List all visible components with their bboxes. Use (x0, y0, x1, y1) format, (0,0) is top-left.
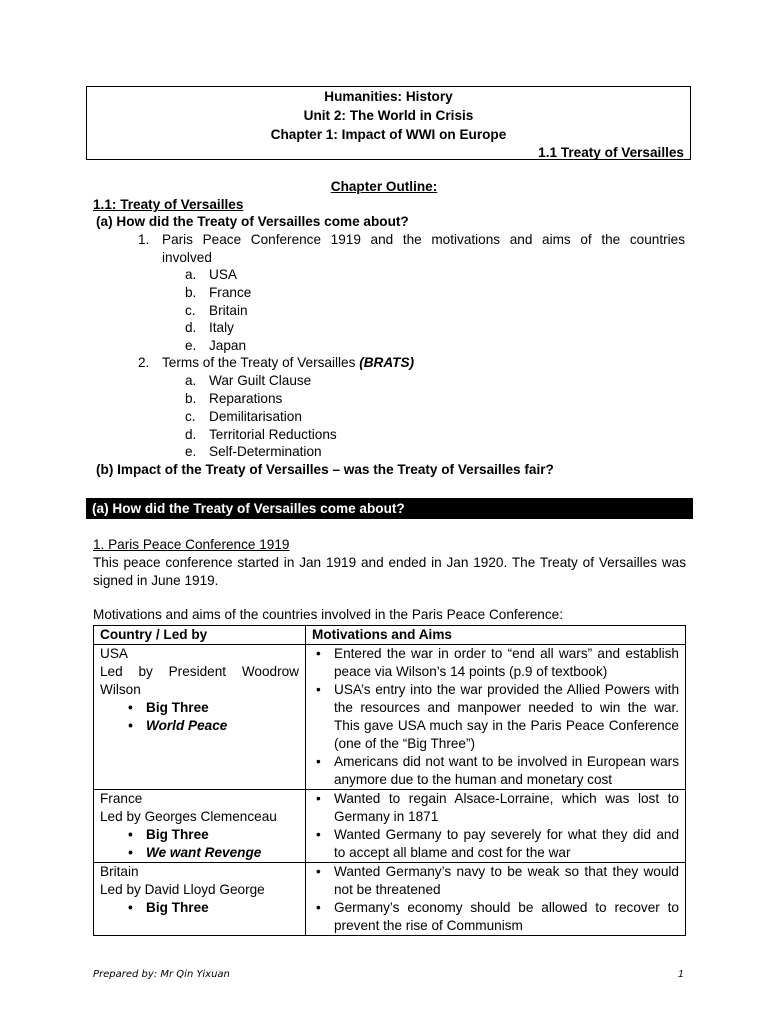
outline-item1-text: Paris Peace Conference 1919 and the motivations and aims of the countries (162, 232, 685, 247)
outline-question-a: (a) How did the Treaty of Versailles come about? (96, 214, 409, 229)
leader-name: Led by David Lloyd George (100, 882, 265, 897)
header-unit: Unit 2: The World in Crisis (303, 108, 474, 123)
aim-item: • Wanted Germany’s navy to be weak so that they would not be threatened (334, 863, 679, 899)
outline-item1-number: 1. (138, 232, 150, 247)
outline-question-b: (b) Impact of the Treaty of Versailles – was the Treaty of Versailles fair? (96, 462, 554, 477)
footer-page-number: 1 (678, 969, 684, 980)
chapter-outline-title: Chapter Outline: (330, 179, 438, 194)
outline-item2-text: Terms of the Treaty of Versailles (162, 355, 360, 370)
aims-list (312, 790, 679, 862)
list-item-term: Reparations (209, 391, 283, 406)
section1-heading: 1. Paris Peace Conference 1919 (93, 537, 290, 552)
section-banner: (a) How did the Treaty of Versailles come about? (86, 498, 693, 519)
outline-section-heading: 1.1: Treaty of Versailles (93, 197, 244, 212)
header-section: 1.1 Treaty of Versailles (538, 145, 684, 160)
footer-prepared-by: Prepared by: Mr Qin Yixuan (93, 969, 230, 980)
tag-big-three: • Big Three (146, 826, 299, 844)
list-item-letter: e. (185, 444, 197, 459)
tag-list (100, 699, 299, 735)
list-item-country: Britain (209, 303, 248, 318)
tag-big-three: • Big Three (146, 899, 299, 917)
tag-world-peace: • World Peace (146, 717, 299, 735)
table-row (94, 863, 686, 936)
header-subject: Humanities: History (324, 89, 453, 104)
leader-name-cont: Wilson (100, 682, 141, 697)
table-header-row (94, 626, 686, 645)
country-name: USA (100, 646, 128, 661)
document-header-box (86, 86, 691, 160)
list-item-letter: d. (185, 320, 197, 335)
list-item-letter: b. (185, 391, 197, 406)
outline-item2-number: 2. (138, 355, 150, 370)
aims-list (312, 863, 679, 935)
list-item-country: Japan (209, 338, 247, 353)
header-motivations: Motivations and Aims (306, 626, 686, 645)
list-item-letter: a. (185, 267, 197, 282)
motivations-table (93, 625, 686, 936)
list-item-country: France (209, 285, 252, 300)
outline-item2-line (162, 354, 414, 372)
leader-name: Led by Georges Clemenceau (100, 809, 277, 824)
country-name: Britain (100, 864, 139, 879)
country-cell (94, 790, 306, 863)
list-item-term: Territorial Reductions (209, 427, 337, 442)
aim-item: • Wanted Germany to pay severely for what they did and to accept all blame and cost for the war (334, 826, 679, 862)
aims-list (312, 645, 679, 789)
section1-paragraph: This peace conference started in Jan 1919 and ended in Jan 1920. The Treaty of Versailles was signed in June 1919. (93, 555, 686, 588)
brats-acronym: (BRATS) (359, 355, 415, 370)
header-chapter: Chapter 1: Impact of WWI on Europe (270, 127, 507, 142)
header-country: Country / Led by (94, 626, 306, 645)
list-item-letter: a. (185, 373, 197, 388)
list-item-country: Italy (209, 320, 234, 335)
aim-item: • USA’s entry into the war provided the Allied Powers with the resources and manpower needed to win the war. This gave USA much say in the Paris Peace Conference (one of the “Big Three”) (334, 681, 679, 753)
tag-list (100, 899, 299, 917)
table-row (94, 645, 686, 790)
list-item-letter: e. (185, 338, 197, 353)
tag-big-three: • Big Three (146, 699, 299, 717)
aims-cell (306, 645, 686, 790)
list-item-term: War Guilt Clause (209, 373, 312, 388)
tag-revenge: • We want Revenge (146, 844, 299, 862)
tag-list (100, 826, 299, 862)
list-item-term: Self-Determination (209, 444, 322, 459)
table-intro: Motivations and aims of the countries involved in the Paris Peace Conference: (93, 607, 563, 622)
list-item-letter: b. (185, 285, 197, 300)
country-cell (94, 863, 306, 936)
list-item-letter: c. (185, 303, 196, 318)
list-item-country: USA (209, 267, 237, 282)
outline-item1-text-cont: involved (162, 250, 212, 265)
aims-cell (306, 863, 686, 936)
list-item-letter: c. (185, 409, 196, 424)
leader-name: Led by President Woodrow (100, 664, 299, 679)
table-row (94, 790, 686, 863)
aim-item: • Wanted to regain Alsace-Lorraine, which was lost to Germany in 1871 (334, 790, 679, 826)
aim-item: • Entered the war in order to “end all wars” and establish peace via Wilson’s 14 points (p.9 of textbook) (334, 645, 679, 681)
list-item-letter: d. (185, 427, 197, 442)
aims-cell (306, 790, 686, 863)
country-name: France (100, 791, 143, 806)
aim-item: • Americans did not want to be involved in European wars anymore due to the human and monetary cost (334, 753, 679, 789)
list-item-term: Demilitarisation (209, 409, 302, 424)
country-cell (94, 645, 306, 790)
aim-item: • Germany’s economy should be allowed to recover to prevent the rise of Communism (334, 899, 679, 935)
